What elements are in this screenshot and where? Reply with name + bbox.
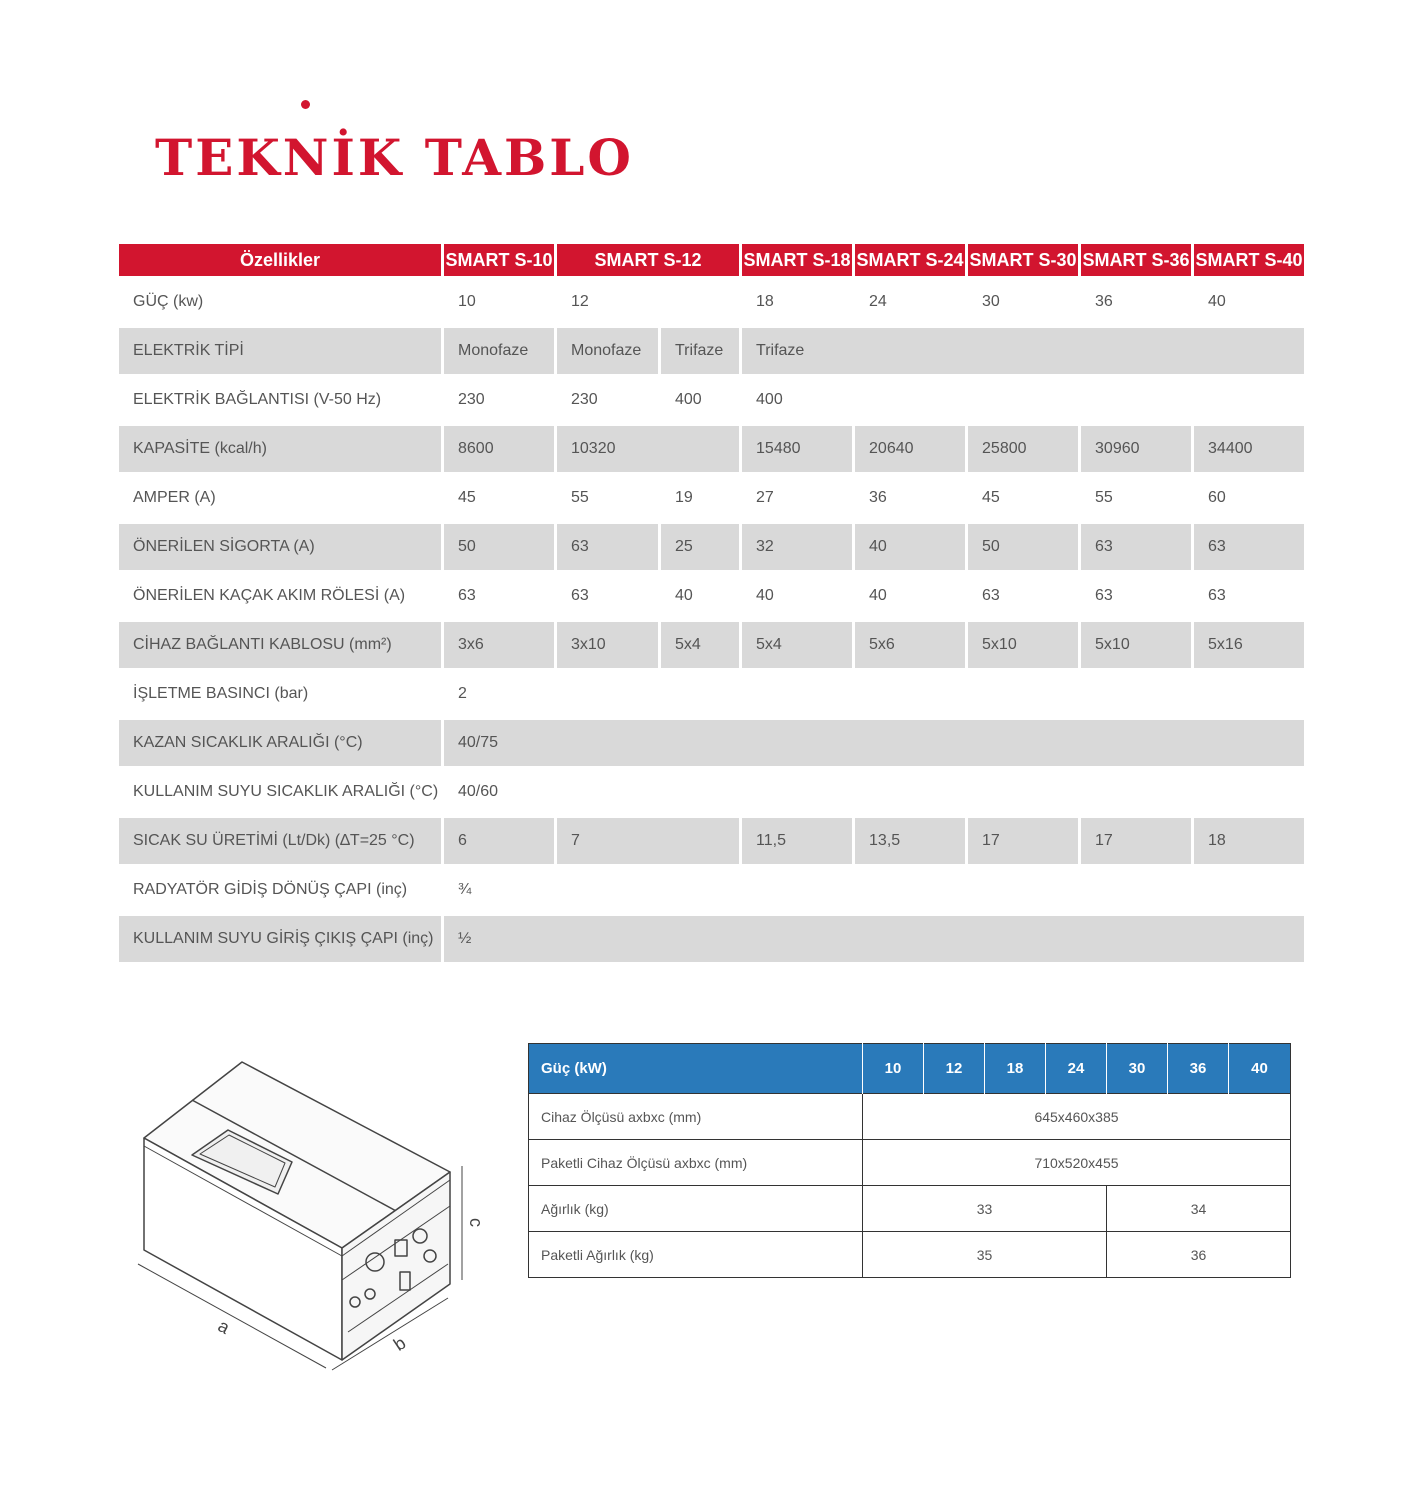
cell: 5x4 <box>661 622 739 668</box>
cell: 36 <box>855 475 965 521</box>
cell: 25 <box>661 524 739 570</box>
cell: 5x10 <box>968 622 1078 668</box>
cell: Trifaze <box>661 328 739 374</box>
cell: 20640 <box>855 426 965 472</box>
cell: 12 <box>557 279 739 325</box>
row-label: ÖNERİLEN SİGORTA (A) <box>119 524 441 570</box>
power-col: 12 <box>924 1044 985 1094</box>
spec-row-kazan-sicaklik <box>119 720 1304 766</box>
row-label: KULLANIM SUYU SICAKLIK ARALIĞI (°C) <box>119 769 441 815</box>
cell: 230 <box>444 377 554 423</box>
model-header: SMART S-10 <box>444 244 554 276</box>
cell: 63 <box>1081 573 1191 619</box>
cell: 63 <box>1194 573 1304 619</box>
cell: 2 <box>444 671 1304 717</box>
cell: 63 <box>968 573 1078 619</box>
cell: 24 <box>855 279 965 325</box>
spec-row-kullanim-cap <box>119 916 1304 962</box>
row-label: CİHAZ BAĞLANTI KABLOSU (mm²) <box>119 622 441 668</box>
cell: 6 <box>444 818 554 864</box>
dim-row-label: Ağırlık (kg) <box>529 1186 863 1232</box>
cell: 25800 <box>968 426 1078 472</box>
dim-row <box>529 1094 1291 1140</box>
cell: 19 <box>661 475 739 521</box>
cell: 40 <box>1194 279 1304 325</box>
model-header: SMART S-18 <box>742 244 852 276</box>
cell: 230 <box>557 377 658 423</box>
spec-header-row <box>119 244 1304 276</box>
model-header: SMART S-12 <box>557 244 739 276</box>
dim-row-label: Paketli Cihaz Ölçüsü axbxc (mm) <box>529 1140 863 1186</box>
model-header: SMART S-36 <box>1081 244 1191 276</box>
cell: 3x10 <box>557 622 658 668</box>
cell: 63 <box>444 573 554 619</box>
cell: 5x6 <box>855 622 965 668</box>
dim-header-row <box>529 1044 1291 1094</box>
spec-row-kapasite <box>119 426 1304 472</box>
spec-row-sicak-su <box>119 818 1304 864</box>
dimension-label-a: a <box>214 1315 233 1338</box>
dim-row-label: Cihaz Ölçüsü axbxc (mm) <box>529 1094 863 1140</box>
power-col: 18 <box>985 1044 1046 1094</box>
spec-row-kullanim-sicaklik <box>119 769 1304 815</box>
row-label: GÜÇ (kw) <box>119 279 441 325</box>
cell: 400 <box>661 377 739 423</box>
cell: 5x16 <box>1194 622 1304 668</box>
row-label: AMPER (A) <box>119 475 441 521</box>
spec-row-radyator <box>119 867 1304 913</box>
cell: 45 <box>444 475 554 521</box>
dim-cell: 710x520x455 <box>863 1140 1291 1186</box>
dim-cell: 34 <box>1107 1186 1291 1232</box>
cell: 40 <box>661 573 739 619</box>
power-col: 40 <box>1229 1044 1291 1094</box>
cell: 400 <box>742 377 1304 423</box>
cell: 40 <box>742 573 852 619</box>
row-label: KULLANIM SUYU GİRİŞ ÇIKIŞ ÇAPI (inç) <box>119 916 441 962</box>
cell: Trifaze <box>742 328 1304 374</box>
cell: 15480 <box>742 426 852 472</box>
cell: 63 <box>557 573 658 619</box>
boiler-dimension-drawing <box>130 1050 490 1400</box>
power-col: 24 <box>1046 1044 1107 1094</box>
cell: 45 <box>968 475 1078 521</box>
cell: 55 <box>557 475 658 521</box>
spec-row-guc <box>119 279 1304 325</box>
cell: 32 <box>742 524 852 570</box>
cell: 63 <box>1081 524 1191 570</box>
cell: 18 <box>1194 818 1304 864</box>
page-title: TEKNİK TABLO <box>155 128 634 187</box>
row-label: KAZAN SICAKLIK ARALIĞI (°C) <box>119 720 441 766</box>
spec-row-kacak-akim <box>119 573 1304 619</box>
row-label: KAPASİTE (kcal/h) <box>119 426 441 472</box>
cell: 17 <box>968 818 1078 864</box>
dim-row <box>529 1140 1291 1186</box>
power-col: 30 <box>1107 1044 1168 1094</box>
spec-row-basinc <box>119 671 1304 717</box>
dimension-label-c: c <box>466 1218 486 1227</box>
title-decor-dot <box>301 100 310 109</box>
dim-cell: 36 <box>1107 1232 1291 1278</box>
model-header: SMART S-30 <box>968 244 1078 276</box>
model-header: SMART S-24 <box>855 244 965 276</box>
spec-row-baglanti <box>119 377 1304 423</box>
cell: 40 <box>855 524 965 570</box>
cell: 5x4 <box>742 622 852 668</box>
dim-row <box>529 1232 1291 1278</box>
cell: 18 <box>742 279 852 325</box>
cell: 7 <box>557 818 739 864</box>
power-col: 10 <box>863 1044 924 1094</box>
cell: 30 <box>968 279 1078 325</box>
cell: 50 <box>968 524 1078 570</box>
dimension-table <box>528 1043 1291 1278</box>
cell: 5x10 <box>1081 622 1191 668</box>
cell: 30960 <box>1081 426 1191 472</box>
spec-row-kablo <box>119 622 1304 668</box>
spec-table <box>116 241 1307 965</box>
cell: 60 <box>1194 475 1304 521</box>
cell: 63 <box>557 524 658 570</box>
power-col: 36 <box>1168 1044 1229 1094</box>
dim-cell: 33 <box>863 1186 1107 1232</box>
row-label: ÖNERİLEN KAÇAK AKIM RÖLESİ (A) <box>119 573 441 619</box>
cell: ½ <box>444 916 1304 962</box>
cell: 8600 <box>444 426 554 472</box>
dim-cell: 645x460x385 <box>863 1094 1291 1140</box>
cell: 13,5 <box>855 818 965 864</box>
cell: 3x6 <box>444 622 554 668</box>
cell: 63 <box>1194 524 1304 570</box>
row-label: ELEKTRİK BAĞLANTISI (V-50 Hz) <box>119 377 441 423</box>
cell: 50 <box>444 524 554 570</box>
spec-row-elektrik-tipi <box>119 328 1304 374</box>
row-label: RADYATÖR GİDİŞ DÖNÜŞ ÇAPI (inç) <box>119 867 441 913</box>
features-header: Özellikler <box>119 244 441 276</box>
spec-row-sigorta <box>119 524 1304 570</box>
cell: 55 <box>1081 475 1191 521</box>
cell: 10 <box>444 279 554 325</box>
cell: Monofaze <box>557 328 658 374</box>
row-label: ELEKTRİK TİPİ <box>119 328 441 374</box>
cell: 27 <box>742 475 852 521</box>
model-header: SMART S-40 <box>1194 244 1304 276</box>
cell: 40/75 <box>444 720 1304 766</box>
power-header: Güç (kW) <box>529 1044 863 1094</box>
dim-cell: 35 <box>863 1232 1107 1278</box>
dim-row-label: Paketli Ağırlık (kg) <box>529 1232 863 1278</box>
cell: 11,5 <box>742 818 852 864</box>
cell: 34400 <box>1194 426 1304 472</box>
cell: 17 <box>1081 818 1191 864</box>
dim-row <box>529 1186 1291 1232</box>
cell: 40 <box>855 573 965 619</box>
cell: ¾ <box>444 867 1304 913</box>
cell: 10320 <box>557 426 739 472</box>
cell: 36 <box>1081 279 1191 325</box>
row-label: İŞLETME BASINCI (bar) <box>119 671 441 717</box>
row-label: SICAK SU ÜRETİMİ (Lt/Dk) (∆T=25 °C) <box>119 818 441 864</box>
cell: 40/60 <box>444 769 1304 815</box>
dimension-label-b: b <box>389 1332 410 1355</box>
spec-row-amper <box>119 475 1304 521</box>
cell: Monofaze <box>444 328 554 374</box>
